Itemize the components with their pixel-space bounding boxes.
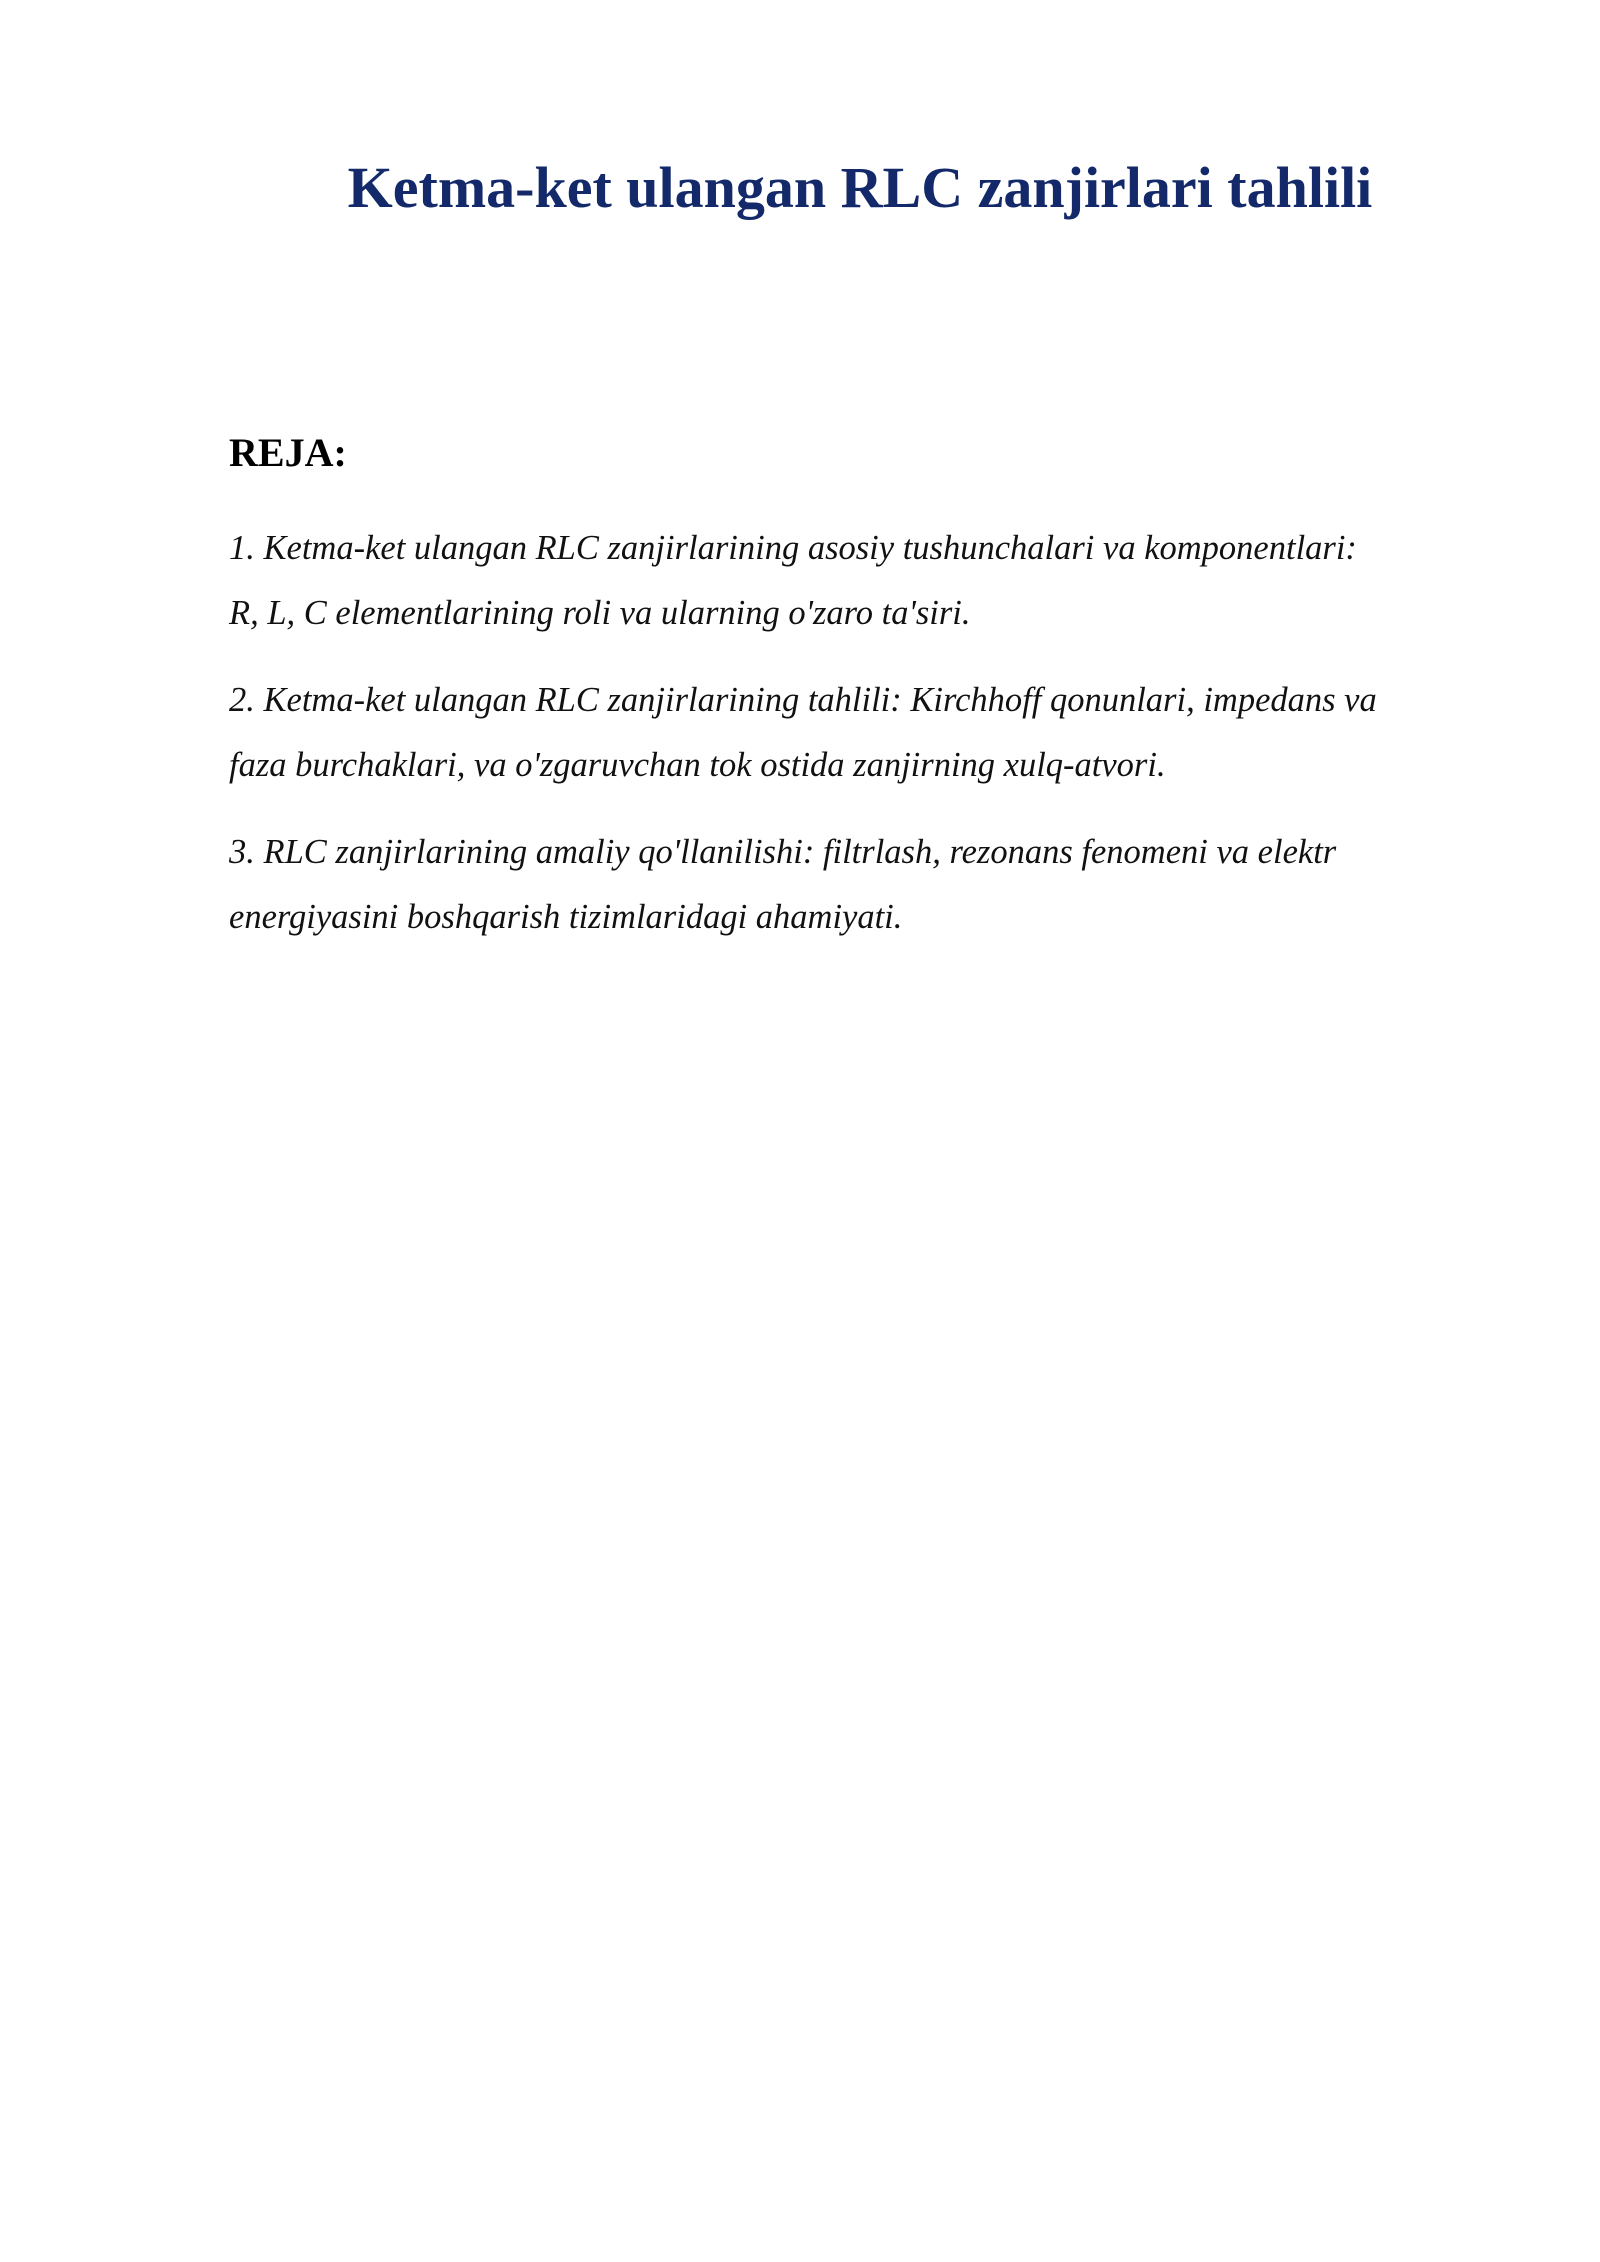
- document-title: Ketma-ket ulangan RLC zanjirlari tahlili: [347, 155, 1373, 220]
- plan-item-3-line-1: 3. RLC zanjirlarining amaliy qo'llanilishi: filtrlash, rezonans fenomeni va elektr: [229, 833, 1337, 871]
- plan-item-2: [229, 668, 1509, 798]
- plan-item-3: [229, 820, 1509, 950]
- plan-heading: REJA:: [229, 430, 347, 475]
- plan-list: [229, 516, 1509, 972]
- plan-item-2-line-2: faza burchaklari, va o'zgaruvchan tok ostida zanjirning xulq-atvori.: [229, 746, 1166, 784]
- plan-item-1-line-1: 1. Ketma-ket ulangan RLC zanjirlarining asosiy tushunchalari va komponentlari:: [229, 529, 1357, 567]
- plan-item-1-line-2: R, L, C elementlarining roli va ularning o'zaro ta'siri.: [229, 594, 971, 632]
- plan-item-2-line-1: 2. Ketma-ket ulangan RLC zanjirlarining tahlili: Kirchhoff qonunlari, impedans va: [229, 681, 1377, 719]
- plan-item-3-line-2: energiyasini boshqarish tizimlaridagi ahamiyati.: [229, 898, 903, 936]
- plan-item-1: [229, 516, 1509, 646]
